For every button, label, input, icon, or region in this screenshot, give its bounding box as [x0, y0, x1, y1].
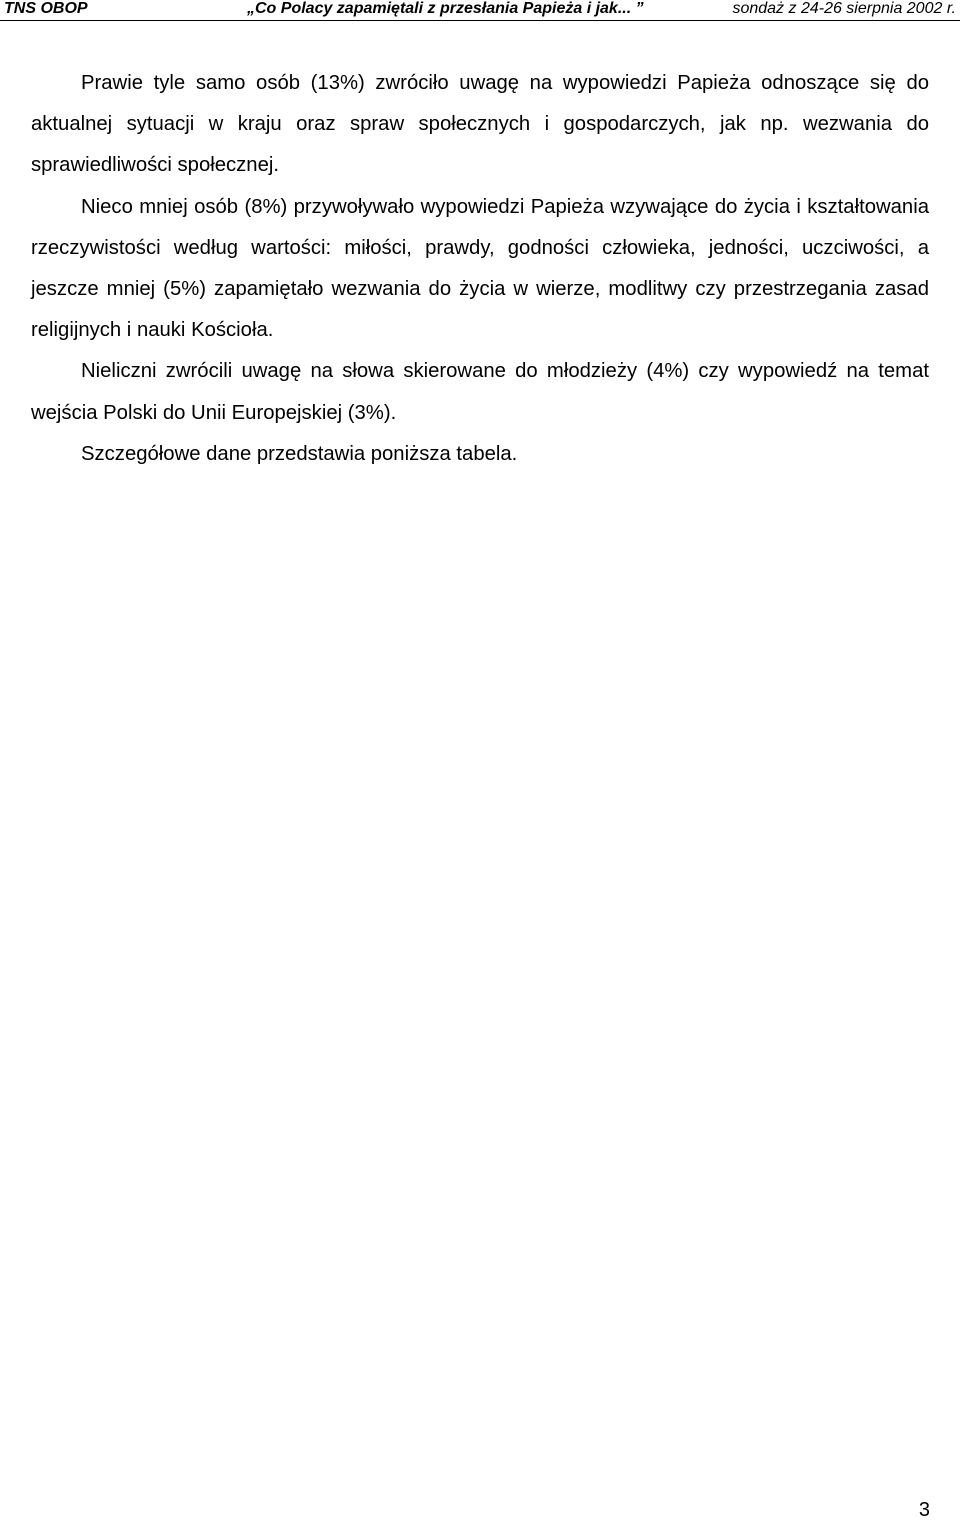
paragraph: Nieliczni zwrócili uwagę na słowa skierowane do młodzieży (4%) czy wypowiedź na temat wejścia Polski do Unii Europejskiej (3%). — [31, 360, 929, 424]
header-survey-date: sondaż z 24-26 sierpnia 2002 r. — [732, 0, 956, 17]
header-publisher: TNS OBOP — [4, 0, 88, 17]
paragraph: Prawie tyle samo osób (13%) zwróciło uwagę na wypowiedzi Papieża odnoszące się do aktualnej sytuacji w kraju oraz spraw społecznych i gospodarczych, jak np. wezwania do sprawiedliwości społecznej. — [31, 72, 929, 177]
header-report-title: „Co Polacy zapamiętali z przesłania Papieża i jak... ” — [247, 0, 644, 17]
document-body — [31, 63, 929, 475]
paragraph: Szczegółowe dane przedstawia poniższa tabela. — [81, 442, 518, 465]
paragraph: Nieco mniej osób (8%) przywoływało wypowiedzi Papieża wzywające do życia i kształtowania rzeczywistości według wartości: miłości, prawdy, godności człowieka, jedności, uczciwości, a jeszcze mniej (5%) zapamiętało wezwania do życia w wierze, modlitwy czy przestrzegania zasad religijnych i nauki Kościoła. — [31, 195, 929, 342]
page-number: 3 — [918, 1499, 930, 1521]
running-header — [0, 0, 960, 21]
